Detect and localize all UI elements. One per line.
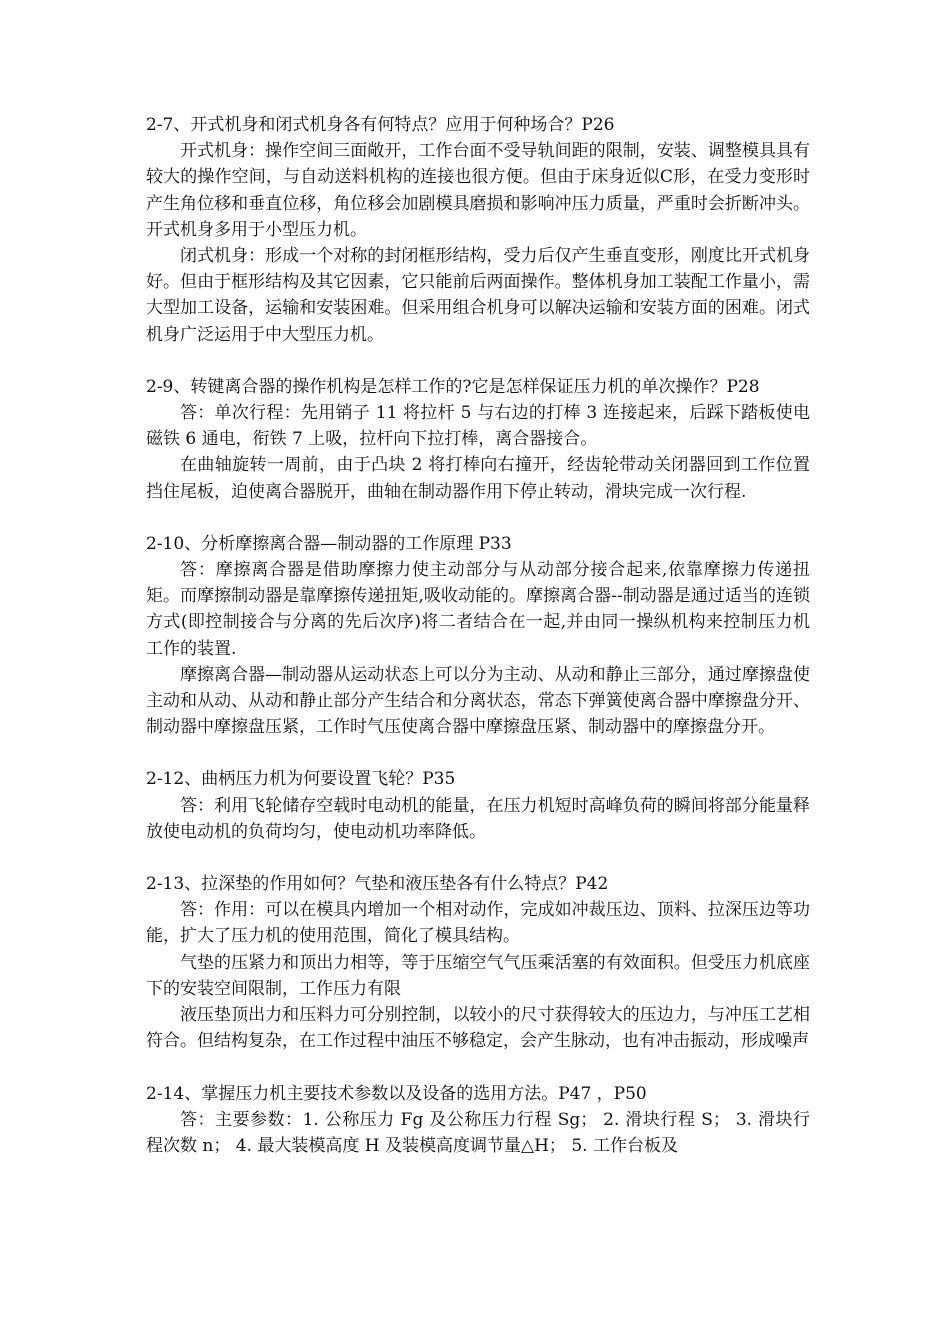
question-heading: 2-7、开式机身和闭式机身各有何特点？应用于何种场合？P26 — [146, 115, 615, 135]
answer-paragraph: 液压垫顶出力和压料力可分别控制，以较小的尺寸获得较大的压边力，与冲压工艺相符合。但结构复杂，在工作过程中油压不够稳定，会产生脉动，也有冲击振动，形成噪声 — [146, 1005, 810, 1052]
answer-paragraph: 气垫的压紧力和顶出力相等，等于压缩空气气压乘活塞的有效面积。但受压力机底座下的安装空间限制，工作压力有限 — [146, 952, 810, 999]
answer-paragraph: 开式机身：操作空间三面敞开，工作台面不受导轨间距的限制，安装、调整模具具有较大的操作空间，与自动送料机构的连接也很方便。但由于床身近似C形，在受力变形时产生角位移和垂直位移，角位移会加剧模具磨损和影响冲压力质量，严重时会折断冲头。开式机身多用于小型压力机。 — [146, 141, 810, 240]
section-2-13 — [146, 871, 810, 1054]
question-heading: 2-14、掌握压力机主要技术参数以及设备的选用方法。P47 ，P50 — [146, 1083, 647, 1104]
question-heading: 2-13、拉深垫的作用如何？气垫和液压垫各有什么特点？P42 — [146, 874, 609, 895]
answer-paragraph: 答：摩擦离合器是借助摩擦力使主动部分与从动部分接合起来,依靠摩擦力传递扭矩。而摩擦制动器是靠摩擦传递扭矩,吸收动能的。摩擦离合器--制动器是通过适当的连锁方式(即控制接合与分离的先后次序)将二者结合在一起,并由同一操纵机构来控制压力机工作的装置. — [146, 560, 810, 659]
question-heading: 2-12、曲柄压力机为何要设置飞轮？P35 — [146, 769, 456, 790]
section-2-10 — [146, 531, 810, 741]
answer-paragraph: 摩擦离合器—制动器从运动状态上可以分为主动、从动和静止三部分，通过摩擦盘使主动和从动、从动和静止部分产生结合和分离状态，常态下弹簧使离合器中摩擦盘分开、制动器中摩擦盘压紧，工作时气压使离合器中摩擦盘压紧、制动器中的摩擦盘分开。 — [146, 664, 810, 738]
section-2-7 — [146, 112, 810, 348]
answer-paragraph: 闭式机身：形成一个对称的封闭框形结构，受力后仅产生垂直变形，刚度比开式机身好。但由于框形结构及其它因素，它只能前后两面操作。整体机身加工装配工作量小，需大型加工设备，运输和安装困难。但采用组合机身可以解决运输和安装方面的困难。闭式机身广泛运用于中大型压力机。 — [146, 246, 810, 345]
answer-paragraph: 答：作用：可以在模具内增加一个相对动作，完成如冲裁压边、顶料、拉深压边等功能，扩大了压力机的使用范围，简化了模具结构。 — [146, 900, 810, 947]
section-2-9 — [146, 374, 810, 505]
section-2-14 — [146, 1081, 810, 1160]
answer-paragraph: 答：利用飞轮储存空载时电动机的能量，在压力机短时高峰负荷的瞬间将部分能量释放使电动机的负荷均匀，使电动机功率降低。 — [146, 795, 810, 842]
answer-paragraph: 答：单次行程：先用销子 11 将拉杆 5 与右边的打棒 3 连接起来，后踩下踏板使电磁铁 6 通电，衔铁 7 上吸，拉杆向下拉打棒，离合器接合。 — [146, 403, 810, 450]
document-body — [146, 112, 810, 1159]
answer-paragraph: 在曲轴旋转一周前，由于凸块 2 将打棒向右撞开，经齿轮带动关闭器回到工作位置挡住尾板，迫使离合器脱开，曲轴在制动器作用下停止转动，滑块完成一次行程. — [146, 455, 810, 502]
question-heading: 2-10、分析摩擦离合器—制动器的工作原理 P33 — [146, 533, 512, 554]
answer-paragraph: 答：主要参数：1. 公称压力 Fg 及公称压力行程 Sg； 2. 滑块行程 S； 3. 滑块行程次数 n； 4. 最大装模高度 H 及装模高度调节量△H； 5. 工作台板及 — [146, 1109, 810, 1156]
section-2-12 — [146, 766, 810, 845]
question-heading: 2-9、转键离合器的操作机构是怎样工作的?它是怎样保证压力机的单次操作？P28 — [146, 376, 760, 397]
